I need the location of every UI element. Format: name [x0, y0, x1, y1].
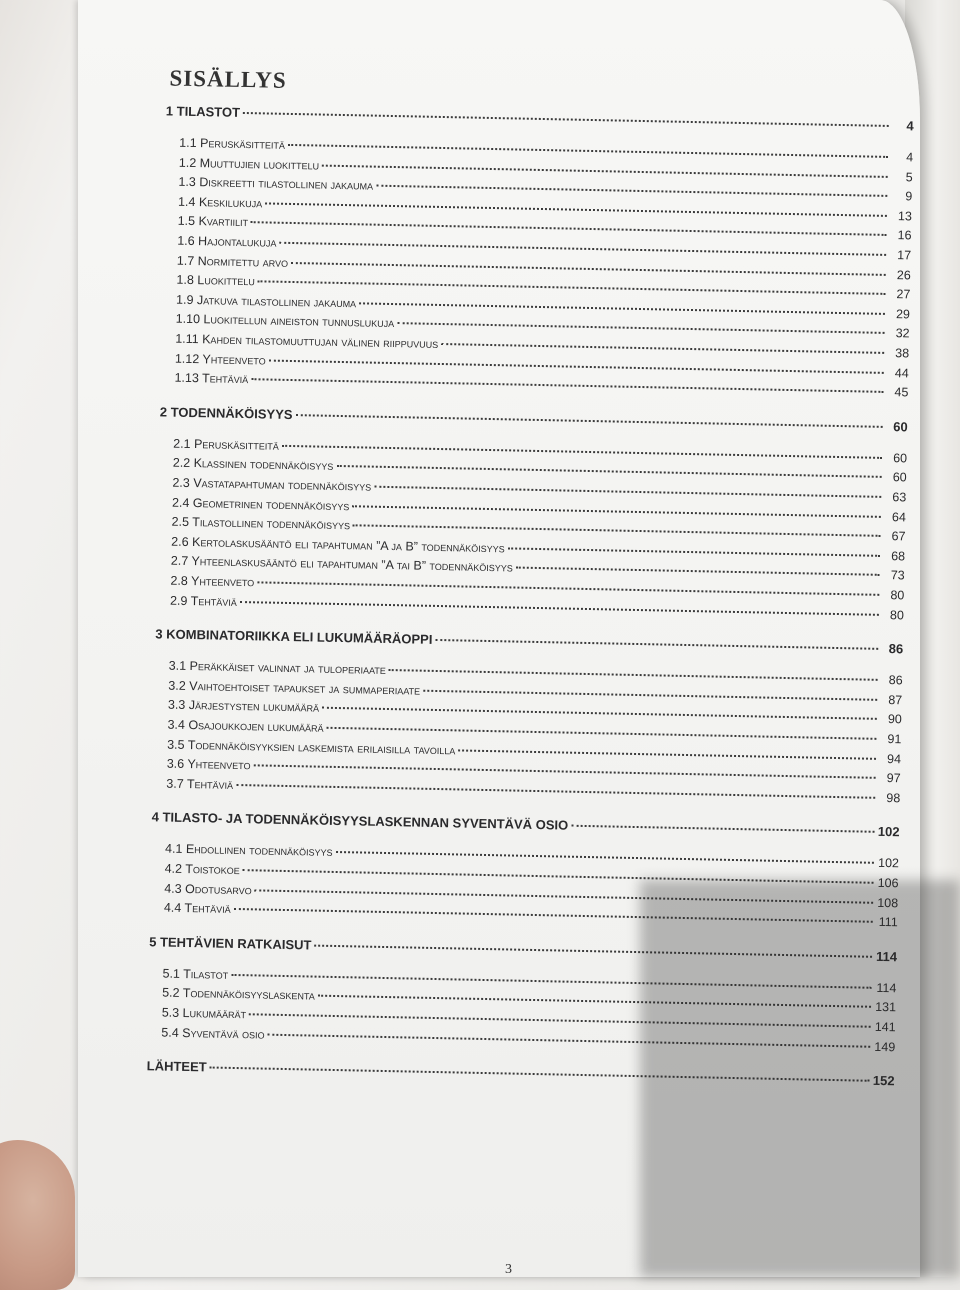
dot-leader [269, 359, 884, 373]
toc-entry-page: 114 [875, 948, 898, 965]
toc-entry-page: 102 [877, 856, 900, 871]
toc-chapter [152, 810, 900, 840]
toc-entry-page: 45 [894, 385, 909, 400]
toc-entry-label: 4.4 Tehtäviä [163, 900, 231, 917]
toc-entry-page: 152 [872, 1073, 895, 1089]
toc-entry-label: 5.3 Lukumäärät [161, 1005, 247, 1022]
dot-leader [249, 1013, 871, 1027]
toc-entry-page: 91 [887, 732, 902, 747]
dot-leader [353, 524, 880, 537]
toc-entry-label: 5.2 Todennäköisyyslaskenta [162, 985, 315, 1003]
dot-leader [336, 851, 874, 864]
toc-entry-label: 1 TILASTOT [165, 103, 241, 120]
toc-entry-page: 44 [894, 365, 909, 380]
toc-entry-page: 9 [905, 189, 913, 204]
toc-entry-label: 1.10 Luokitellun aineiston tunnuslukuja [175, 312, 395, 331]
toc-entry-page: 5 [905, 169, 913, 185]
toc-entry-label: 4 TILASTO- JA TODENNÄKÖISYYSLASKENNAN SYVENTÄVÄ OSIO [151, 809, 569, 834]
dot-leader [265, 202, 887, 216]
toc-entry-page: 98 [886, 790, 901, 806]
dot-leader [258, 280, 886, 295]
dot-leader [255, 889, 873, 903]
toc-chapter [147, 1058, 895, 1088]
dot-leader [397, 323, 884, 335]
toc-entry-label: 4.2 Toistokoe [164, 861, 240, 878]
dot-leader [359, 302, 885, 315]
dot-leader [376, 185, 887, 197]
toc-entry-page: 114 [876, 980, 897, 996]
toc-entry-page: 97 [886, 771, 901, 786]
toc-entry-label: 2.1 Peruskäsitteitä [173, 436, 280, 453]
dot-leader [243, 112, 889, 127]
toc-entry-label: 3.1 Peräkkäiset valinnat ja tuloperiaate [168, 658, 386, 678]
toc-entry-label: 1.1 Peruskäsitteitä [179, 135, 286, 152]
toc-entry-label: 1.2 Muuttujien luokittelu [178, 155, 320, 173]
toc-entry-label: 3.5 Todennäköisyyksien laskemista erilaisilla tavoilla [167, 737, 456, 757]
toc-entry-page: 60 [893, 450, 908, 466]
toc-entry-page: 13 [897, 208, 913, 224]
dot-leader [374, 486, 881, 498]
toc-entry-page: 108 [877, 895, 899, 910]
dot-leader [435, 639, 878, 650]
page-title: SISÄLLYS [169, 65, 287, 93]
toc-entry-label: 2 TODENNÄKÖISYYS [159, 404, 293, 422]
dot-leader [279, 242, 886, 256]
toc-entry-page: 26 [896, 267, 911, 283]
toc-entry-label: 1.5 Kvartiilit [177, 214, 249, 230]
dot-leader [423, 690, 877, 701]
toc-entry-page: 16 [897, 228, 912, 243]
toc-entry-label: 1.3 Diskreetti tilastollinen jakauma [178, 174, 374, 193]
dot-leader [458, 749, 876, 759]
dot-leader [251, 378, 883, 393]
toc-entry-label: 1.7 Normitettu arvo [176, 253, 289, 270]
toc-entry-page: 27 [896, 287, 911, 302]
toc-entry-label: 3.2 Vaihtoehtoiset tapaukset ja summaperiaate [168, 678, 421, 698]
toc-entry-page: 67 [891, 529, 906, 544]
dot-leader [508, 547, 880, 556]
dot-leader [336, 465, 881, 478]
dot-leader [254, 765, 876, 779]
toc-entry-label: 3 KOMBINATORIIKKA ELI LUKUMÄÄRÄOPPI [155, 626, 433, 648]
toc-entry-page: 80 [890, 588, 905, 603]
toc-entry-label: 5 TEHTÄVIEN RATKAISUT [149, 934, 312, 953]
toc-entry-label: 2.4 Geometrinen todennäköisyys [171, 495, 350, 513]
toc-entry-page: 141 [874, 1019, 896, 1035]
thumb [0, 1140, 75, 1290]
toc-entry-page: 29 [895, 306, 911, 322]
toc-entry-page: 102 [877, 824, 900, 840]
toc-entry-page: 68 [891, 548, 906, 564]
toc-entry-page: 87 [888, 692, 903, 708]
toc-entry-label: 1.8 Luokittelu [176, 272, 255, 289]
toc-entry-label: 2.3 Vastatapahtuman todennäköisyys [172, 475, 372, 494]
toc-entry-label: 4.3 Odotusarvo [164, 881, 252, 897]
toc-entry-label: 1.11 Kahden tilastomuuttujan välinen riippuvuus [175, 331, 439, 351]
toc-chapter [155, 627, 903, 657]
toc-entry-label: 5.4 Syventävä osio [161, 1025, 265, 1042]
toc-entry-label: 3.7 Tehtäviä [166, 776, 234, 792]
toc-entry-label: 1.9 Jatkuva tilastollinen jakauma [175, 292, 357, 311]
toc-entry-page: 17 [897, 248, 912, 263]
toc-entry-label: 3.4 Osajoukkojen lukumäärä [167, 717, 324, 735]
dot-leader [251, 222, 887, 237]
dot-leader [389, 669, 878, 681]
dot-leader [210, 1067, 870, 1082]
dot-leader [236, 784, 875, 799]
toc-entry-label: 2.7 Yhteenlaskusääntö eli tapahtuman ”A tai B” todennäköisyys [170, 554, 513, 575]
toc-entry-page: 64 [891, 509, 907, 524]
toc-entry-page: 60 [892, 470, 907, 485]
toc-entry-label: 3.3 Järjestysten lukumäärä [167, 697, 320, 716]
dot-leader [327, 727, 877, 740]
dot-leader [243, 869, 874, 884]
dot-leader [295, 414, 882, 428]
toc-entry-page: 86 [888, 673, 903, 688]
toc-entry-page: 94 [886, 751, 902, 766]
toc-entry-label: 2.2 Klassinen todennäköisyys [172, 456, 334, 474]
toc-entry-page: 149 [874, 1039, 896, 1054]
table-of-contents [123, 55, 945, 1171]
toc-entry-label: 1.12 Yhteenveto [174, 351, 266, 368]
toc-entry-label: 3.6 Yhteenveto [166, 756, 251, 773]
toc-chapter [149, 934, 897, 964]
toc-entry-page: 106 [877, 875, 899, 891]
toc-chapter [160, 404, 908, 434]
toc-entry-label: 4.1 Ehdollinen todennäköisyys [164, 841, 333, 860]
toc-entry-page: 90 [887, 712, 902, 727]
toc-entry-page: 86 [888, 641, 904, 657]
toc-entry-label: 2.8 Yhteenveto [170, 573, 255, 590]
toc-entry-page: 131 [875, 1000, 897, 1015]
toc-entry-page: 73 [890, 568, 905, 583]
toc-chapter [166, 103, 914, 133]
dot-leader [441, 343, 884, 354]
dot-leader [268, 1033, 871, 1047]
dot-leader [318, 995, 871, 1008]
toc-entry-page: 63 [892, 490, 907, 505]
toc-entry-page: 4 [906, 150, 914, 165]
toc-entry-label: LÄHTEET [146, 1058, 207, 1075]
toc-entry-label: 2.6 Kertolaskusääntö eli tapahtuman ”A ja B” todennäköisyys [171, 534, 505, 556]
toc-entry-page: 60 [893, 418, 908, 435]
toc-entry-page: 80 [889, 607, 905, 622]
dot-leader [322, 164, 888, 177]
dot-leader [352, 505, 881, 518]
dot-leader [516, 567, 880, 576]
dot-leader [288, 144, 888, 158]
toc-entry-label: 1.4 Keskilukuja [177, 194, 263, 211]
toc-entry-label: 2.5 Tilastollinen todennäköisyys [171, 514, 351, 533]
toc-entry-label: 1.13 Tehtäviä [174, 370, 249, 387]
dot-leader [231, 974, 871, 989]
dot-leader [282, 445, 882, 459]
dot-leader [257, 581, 879, 595]
dot-leader [291, 262, 886, 276]
dot-leader [234, 908, 873, 923]
dot-leader [322, 707, 877, 720]
page-number: 3 [505, 1262, 512, 1277]
toc-entry-page: 38 [895, 346, 910, 361]
toc-entry-label: 5.1 Tilastot [162, 966, 229, 982]
dot-leader [571, 825, 874, 833]
dot-leader [240, 601, 879, 616]
toc-entry-label: 2.9 Tehtäviä [169, 593, 237, 609]
toc-entry-page: 32 [895, 326, 910, 341]
toc-entry-label: 1.6 Hajontalukuja [177, 233, 277, 250]
toc-entry-page: 4 [906, 118, 914, 134]
dot-leader [314, 944, 872, 957]
toc-entry-page: 111 [878, 915, 898, 930]
